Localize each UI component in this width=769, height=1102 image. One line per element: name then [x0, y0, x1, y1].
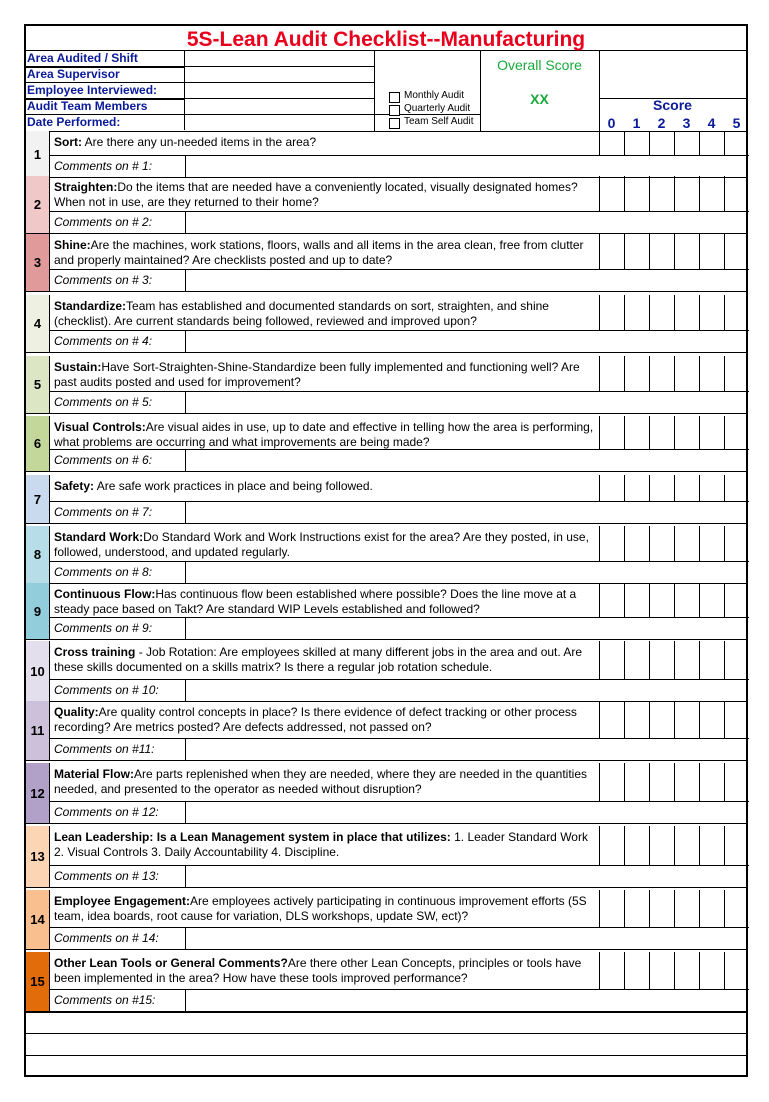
score-cell-4[interactable] — [699, 890, 724, 928]
score-cell-2[interactable] — [649, 416, 674, 450]
item-question — [50, 583, 599, 618]
checklist-row — [26, 583, 746, 639]
row-divider — [26, 413, 746, 414]
item-text: Do Standard Work and Work Instructions exist for the area? Are they posted, in use, followed, understood, and updated regularly. — [54, 530, 589, 559]
item-heading: Sort: — [54, 135, 82, 149]
score-cell-5[interactable] — [724, 641, 749, 680]
blank-row[interactable] — [26, 1055, 746, 1056]
score-cell-2[interactable] — [649, 295, 674, 331]
score-cell-3[interactable] — [674, 295, 699, 331]
item-number: 13 — [26, 826, 50, 887]
item-question — [50, 763, 599, 802]
item-text: Are quality control concepts in place? Is there evidence of defect tracking or other process recording? Are metrics posted? Are defects addressed, not passed on? — [54, 705, 577, 734]
item-text: Are parts replenished when they are needed, where they are needed in the quantities needed, and presented to the operator as needed without disruption? — [54, 767, 587, 796]
item-heading: Lean Leadership: Is a Lean Management system in place that utilizes: — [54, 830, 451, 844]
item-heading: Standard Work: — [54, 530, 144, 544]
comment-field[interactable] — [186, 270, 746, 291]
comment-label: Comments on #15: — [50, 990, 186, 1011]
row-divider — [26, 291, 746, 292]
checklist-row — [26, 131, 746, 177]
item-number: 3 — [26, 234, 50, 291]
item-text: 1. Leader Standard Work 2. Visual Controls 3. Daily Accountability 4. Discipline. — [54, 830, 588, 859]
score-cell-4[interactable] — [699, 641, 724, 680]
score-cell-1[interactable] — [624, 356, 649, 392]
comment-label: Comments on # 4: — [50, 331, 186, 352]
score-cell-0[interactable] — [599, 890, 624, 928]
score-cell-0[interactable] — [599, 356, 624, 392]
comment-label: Comments on # 8: — [50, 562, 186, 583]
item-question — [50, 641, 599, 680]
item-text: Has continuous flow been established where possible? Does the line move at a steady pace based on Takt? Are standard WIP Levels established and followed? — [54, 587, 577, 616]
score-cell-2[interactable] — [649, 701, 674, 739]
item-text: Have Sort-Straighten-Shine-Standardize been fully implemented and functioning well? Are past audits posted and used for improvement? — [54, 360, 580, 389]
score-cell-3[interactable] — [674, 234, 699, 270]
item-number: 6 — [26, 416, 50, 471]
field-label-employee-interviewed: Employee Interviewed: — [27, 83, 158, 97]
checklist-row — [26, 826, 746, 887]
score-cell-4[interactable] — [699, 416, 724, 450]
score-cell-2[interactable] — [649, 356, 674, 392]
score-cell-3[interactable] — [674, 826, 699, 866]
checklist-row — [26, 176, 746, 233]
row-divider — [26, 471, 746, 472]
score-cell-2[interactable] — [649, 526, 674, 562]
overall-score-label: Overall Score — [497, 57, 582, 73]
score-cell-3[interactable] — [674, 356, 699, 392]
score-cell-4[interactable] — [699, 526, 724, 562]
item-question — [50, 952, 599, 990]
team-self-audit-label: Team Self Audit — [404, 116, 474, 127]
score-cell-4[interactable] — [699, 763, 724, 802]
item-text: Are employees actively participating in continuous improvement efforts (5S team, idea boards, root cause for variation, DLS workshops, update SW, ect)? — [54, 894, 587, 923]
comment-field[interactable] — [186, 502, 746, 523]
comment-label: Comments on # 6: — [50, 450, 186, 471]
item-number: 7 — [26, 475, 50, 523]
field-label-area-audited: Area Audited / Shift — [27, 51, 138, 65]
item-number: 14 — [26, 890, 50, 949]
row-divider — [26, 760, 746, 761]
row-divider — [26, 523, 746, 524]
item-question — [50, 356, 599, 392]
item-number: 1 — [26, 131, 50, 177]
score-cell-1[interactable] — [624, 176, 649, 212]
row-divider — [26, 949, 746, 950]
score-header: Score — [653, 97, 692, 113]
score-cell-4[interactable] — [699, 475, 724, 502]
score-1-label: 1 — [632, 115, 641, 131]
item-number: 8 — [26, 526, 50, 583]
comment-label: Comments on # 1: — [50, 156, 186, 177]
score-cell-3[interactable] — [674, 526, 699, 562]
item-text: - Job Rotation: Are employees skilled at many different jobs in the area and out. Are these skills documented on a skills matrix? Is there a regular job rotation schedule. — [54, 645, 583, 674]
item-heading: Cross training — [54, 645, 136, 659]
score-cell-5[interactable] — [724, 234, 749, 270]
comment-label: Comments on # 10: — [50, 680, 186, 701]
comment-label: Comments on # 14: — [50, 928, 186, 949]
comment-field[interactable] — [186, 680, 746, 701]
score-cell-4[interactable] — [699, 356, 724, 392]
item-question — [50, 176, 599, 212]
score-cell-0[interactable] — [599, 952, 624, 990]
score-cell-1[interactable] — [624, 475, 649, 502]
score-cell-0[interactable] — [599, 583, 624, 618]
score-cell-1[interactable] — [624, 526, 649, 562]
row-divider — [26, 352, 746, 353]
score-cell-5[interactable] — [724, 416, 749, 450]
score-cell-1[interactable] — [624, 416, 649, 450]
item-heading: Standardize: — [54, 299, 127, 313]
score-cell-2[interactable] — [649, 952, 674, 990]
header-section — [26, 51, 746, 132]
score-2-label: 2 — [657, 115, 666, 131]
item-text: Are the machines, work stations, floors, walls and all items in the area clean, free from clutter and properly maintained? Are checklists posted and up to date? — [54, 238, 584, 267]
item-text: Do the items that are needed have a conveniently located, visually designated homes? When not in use, are they returned to their home? — [54, 180, 578, 209]
area-audited-field[interactable] — [184, 51, 374, 66]
comment-label: Comments on # 9: — [50, 618, 186, 639]
comment-label: Comments on # 13: — [50, 866, 186, 887]
comment-field[interactable] — [186, 928, 746, 949]
field-label-audit-team: Audit Team Members — [27, 99, 148, 113]
item-heading: Straighten: — [54, 180, 118, 194]
comment-field[interactable] — [186, 802, 746, 823]
item-question — [50, 890, 599, 928]
score-cell-5[interactable] — [724, 890, 749, 928]
checklist-row — [26, 234, 746, 291]
item-number: 15 — [26, 952, 50, 1011]
score-cell-2[interactable] — [649, 131, 674, 156]
item-heading: Employee Engagement: — [54, 894, 191, 908]
score-5-label: 5 — [732, 115, 741, 131]
score-cell-0[interactable] — [599, 176, 624, 212]
score-cell-2[interactable] — [649, 234, 674, 270]
item-heading: Sustain: — [54, 360, 102, 374]
score-cell-0[interactable] — [599, 763, 624, 802]
comment-label: Comments on # 5: — [50, 392, 186, 413]
comment-field[interactable] — [186, 212, 746, 233]
area-supervisor-field[interactable] — [184, 67, 374, 82]
audit-team-field[interactable] — [184, 99, 374, 114]
score-cell-4[interactable] — [699, 295, 724, 331]
score-cell-1[interactable] — [624, 763, 649, 802]
item-number: 10 — [26, 641, 50, 701]
score-cell-0[interactable] — [599, 701, 624, 739]
score-cell-4[interactable] — [699, 234, 724, 270]
checklist-row — [26, 641, 746, 701]
field-label-date-performed: Date Performed: — [27, 115, 121, 129]
item-text: Are there other Lean Concepts, principles or tools have been implemented in the area? How have these tools improved performance? — [54, 956, 582, 985]
score-cell-4[interactable] — [699, 826, 724, 866]
date-performed-field[interactable] — [184, 115, 374, 130]
comment-field[interactable] — [186, 739, 746, 760]
score-cell-3[interactable] — [674, 416, 699, 450]
checklist-row — [26, 526, 746, 583]
checklist-row — [26, 295, 746, 352]
score-cell-0[interactable] — [599, 641, 624, 680]
item-question — [50, 526, 599, 562]
score-cell-2[interactable] — [649, 890, 674, 928]
comment-field[interactable] — [186, 331, 746, 352]
score-cell-4[interactable] — [699, 952, 724, 990]
checklist-row — [26, 890, 746, 949]
team-self-audit-checkbox[interactable] — [389, 118, 400, 129]
item-number: 12 — [26, 763, 50, 823]
monthly-audit-label: Monthly Audit — [404, 90, 465, 101]
checklist-row — [26, 763, 746, 823]
score-cell-3[interactable] — [674, 701, 699, 739]
score-cell-5[interactable] — [724, 583, 749, 618]
score-cell-1[interactable] — [624, 952, 649, 990]
item-heading: Shine: — [54, 238, 91, 252]
score-cell-4[interactable] — [699, 131, 724, 156]
score-3-label: 3 — [682, 115, 691, 131]
row-divider — [26, 823, 746, 824]
page-title: 5S-Lean Audit Checklist--Manufacturing — [26, 26, 746, 51]
score-4-label: 4 — [707, 115, 716, 131]
item-question — [50, 701, 599, 739]
row-divider — [26, 887, 746, 888]
score-cell-3[interactable] — [674, 475, 699, 502]
item-text: Are safe work practices in place and being followed. — [94, 479, 373, 493]
item-question — [50, 234, 599, 270]
item-text: Team has established and documented standards on sort, straighten, and shine (checklist). Are current standards being followed, reviewed and improved upon? — [54, 299, 549, 328]
score-cell-5[interactable] — [724, 526, 749, 562]
comment-label: Comments on #11: — [50, 739, 186, 760]
item-text: Are there any un-needed items in the area? — [82, 135, 317, 149]
score-cell-4[interactable] — [699, 176, 724, 212]
employee-interviewed-field[interactable] — [184, 83, 374, 98]
score-cell-0[interactable] — [599, 826, 624, 866]
item-question — [50, 131, 599, 156]
item-number: 11 — [26, 701, 50, 760]
comment-field[interactable] — [186, 450, 746, 471]
score-cell-3[interactable] — [674, 131, 699, 156]
item-question — [50, 826, 599, 866]
checklist-row — [26, 356, 746, 413]
score-cell-3[interactable] — [674, 890, 699, 928]
score-cell-1[interactable] — [624, 583, 649, 618]
score-cell-2[interactable] — [649, 763, 674, 802]
score-cell-1[interactable] — [624, 826, 649, 866]
item-heading: Other Lean Tools or General Comments? — [54, 956, 288, 970]
comment-field[interactable] — [186, 156, 746, 177]
score-cell-2[interactable] — [649, 475, 674, 502]
score-cell-3[interactable] — [674, 176, 699, 212]
quarterly-audit-checkbox[interactable] — [389, 105, 400, 116]
field-label-area-supervisor: Area Supervisor — [27, 67, 120, 81]
score-cell-4[interactable] — [699, 583, 724, 618]
score-cell-0[interactable] — [599, 416, 624, 450]
item-text: Are visual aides in use, up to date and effective in telling how the area is performing, what problems are occurring and what improvements are being made? — [54, 420, 594, 449]
score-cell-5[interactable] — [724, 176, 749, 212]
score-cell-1[interactable] — [624, 890, 649, 928]
score-cell-1[interactable] — [624, 131, 649, 156]
item-number: 9 — [26, 583, 50, 639]
comment-field[interactable] — [186, 562, 746, 583]
score-cell-2[interactable] — [649, 176, 674, 212]
item-question — [50, 295, 599, 331]
score-cell-0[interactable] — [599, 234, 624, 270]
score-cell-3[interactable] — [674, 952, 699, 990]
item-heading: Visual Controls: — [54, 420, 146, 434]
quarterly-audit-label: Quarterly Audit — [404, 103, 471, 114]
score-cell-0[interactable] — [599, 475, 624, 502]
score-cell-0[interactable] — [599, 526, 624, 562]
item-heading: Safety: — [54, 479, 95, 493]
score-cell-0[interactable] — [599, 295, 624, 331]
score-cell-5[interactable] — [724, 826, 749, 866]
score-cell-1[interactable] — [624, 234, 649, 270]
item-number: 5 — [26, 356, 50, 413]
comment-label: Comments on # 7: — [50, 502, 186, 523]
item-heading: Material Flow: — [54, 767, 135, 781]
score-cell-5[interactable] — [724, 356, 749, 392]
item-number: 4 — [26, 295, 50, 352]
comment-field[interactable] — [186, 990, 746, 1011]
score-cell-0[interactable] — [599, 131, 624, 156]
audit-sheet — [24, 24, 748, 1077]
score-cell-3[interactable] — [674, 583, 699, 618]
score-cell-5[interactable] — [724, 131, 749, 156]
comment-label: Comments on # 12: — [50, 802, 186, 823]
comment-field[interactable] — [186, 866, 746, 887]
score-cell-5[interactable] — [724, 295, 749, 331]
score-cell-2[interactable] — [649, 826, 674, 866]
item-heading: Continuous Flow: — [54, 587, 156, 601]
comment-label: Comments on # 3: — [50, 270, 186, 291]
checklist-row — [26, 701, 746, 760]
checklist-row — [26, 952, 746, 1011]
monthly-audit-checkbox[interactable] — [389, 92, 400, 103]
score-cell-1[interactable] — [624, 641, 649, 680]
score-cell-5[interactable] — [724, 701, 749, 739]
score-cell-5[interactable] — [724, 763, 749, 802]
score-cell-2[interactable] — [649, 641, 674, 680]
score-0-label: 0 — [607, 115, 616, 131]
blank-row[interactable] — [26, 1012, 746, 1013]
comment-label: Comments on # 2: — [50, 212, 186, 233]
item-number: 2 — [26, 176, 50, 233]
checklist-row — [26, 475, 746, 523]
score-cell-3[interactable] — [674, 763, 699, 802]
score-cell-1[interactable] — [624, 701, 649, 739]
item-question — [50, 416, 599, 450]
blank-row[interactable] — [26, 1033, 746, 1034]
score-cell-5[interactable] — [724, 475, 749, 502]
score-cell-4[interactable] — [699, 701, 724, 739]
item-question — [50, 475, 599, 502]
score-cell-1[interactable] — [624, 295, 649, 331]
score-cell-3[interactable] — [674, 641, 699, 680]
item-heading: Quality: — [54, 705, 99, 719]
checklist-row — [26, 416, 746, 471]
score-cell-2[interactable] — [649, 583, 674, 618]
score-cell-5[interactable] — [724, 952, 749, 990]
overall-score-value: XX — [530, 91, 549, 107]
comment-field[interactable] — [186, 392, 746, 413]
row-divider — [26, 639, 746, 640]
comment-field[interactable] — [186, 618, 746, 639]
